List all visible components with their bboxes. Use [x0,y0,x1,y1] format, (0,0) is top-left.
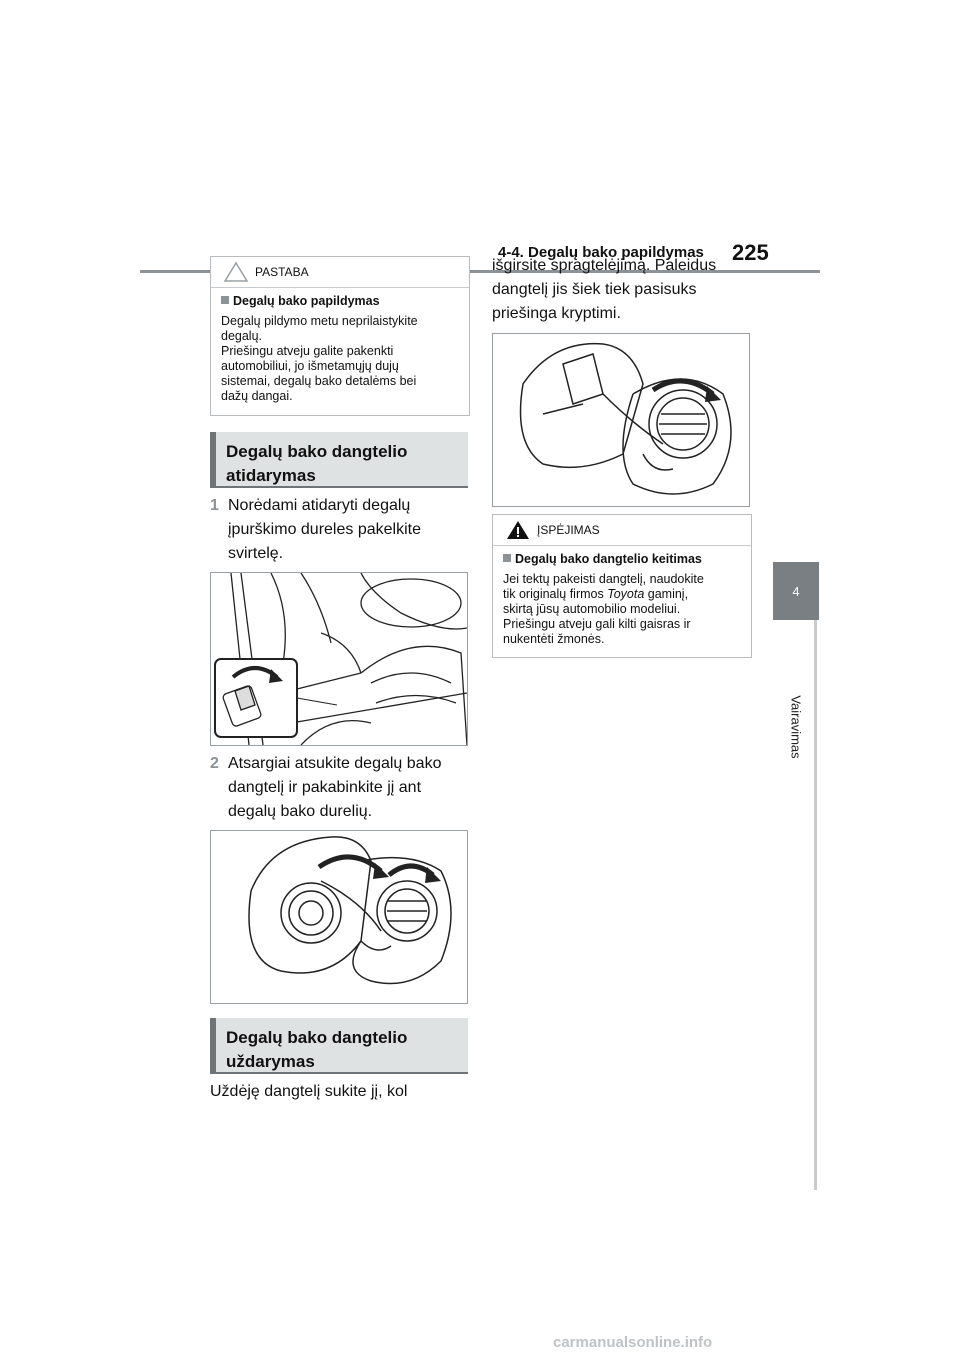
figure-cap-removal [210,830,468,1004]
chapter-tab[interactable] [773,562,819,620]
opener-lever-illustration [211,573,467,745]
warning-header [493,515,751,546]
footer-watermark: carmanualsonline.info [553,1334,713,1351]
chapter-number: 4 [792,583,800,599]
notice-label: PASTABA [255,265,309,279]
step-1: 1 Norėdami atidaryti degalų įpurškimo dureles pakelkite svirtelę. [210,494,468,566]
heading-closing: Degalų bako dangtelio uždarymas [210,1018,468,1074]
closing-paragraph-continued: išgirsite spragtelėjimą. Paleidus dangtelį jis šiek tiek pasisuks priešinga kryptimi. [492,257,717,322]
notice-header [211,257,469,288]
figure-cap-closing [492,333,750,507]
step-number: 1 [210,497,219,514]
cap-removal-illustration [211,831,467,1003]
section-title: 4-4. Degalų bako papildymas [498,244,704,261]
warning-text: Jei tektų pakeisti dangtelį, naudokite tik originalų firmos Toyota gaminį, skirtą jūsų automobilio modeliui. Priešingu atveju gali kilti gaisras ir nukentėti žmonės. [503,572,704,646]
warning-box [492,514,752,658]
step-number: 2 [210,755,219,772]
chapter-label-wrap [773,672,819,782]
warning-subtitle: Degalų bako dangtelio keitimas [503,552,751,566]
warning-label: ĮSPĖJIMAS [537,523,600,537]
figure-opener-lever [210,572,468,746]
caution-triangle-icon [223,261,249,283]
notice-subtitle: Degalų bako papildymas [221,294,469,308]
notice-text: Degalų pildymo metu neprilaistykite degalų. Priešingu atveju galite pakenkti automobiliui, jo išmetamųjų dujų sistemai, degalų bako detalėms bei dažų dangai. [221,314,418,403]
cap-closing-illustration [493,334,749,506]
closing-paragraph-start: Uždėję dangtelį sukite jį, kol [210,1083,408,1100]
square-bullet-icon [221,296,229,304]
warning-triangle-icon [505,519,531,541]
step-2: 2 Atsargiai atsukite degalų bako dangtelį ir pakabinkite jį ant degalų bako durelių. [210,752,468,824]
heading-opening: Degalų bako dangtelio atidarymas [210,432,468,488]
square-bullet-icon [503,554,511,562]
page-number: 225 [732,240,769,265]
notice-box [210,256,470,416]
brand-name: Toyota [607,587,645,601]
chapter-label: Vairavimas [788,695,804,759]
